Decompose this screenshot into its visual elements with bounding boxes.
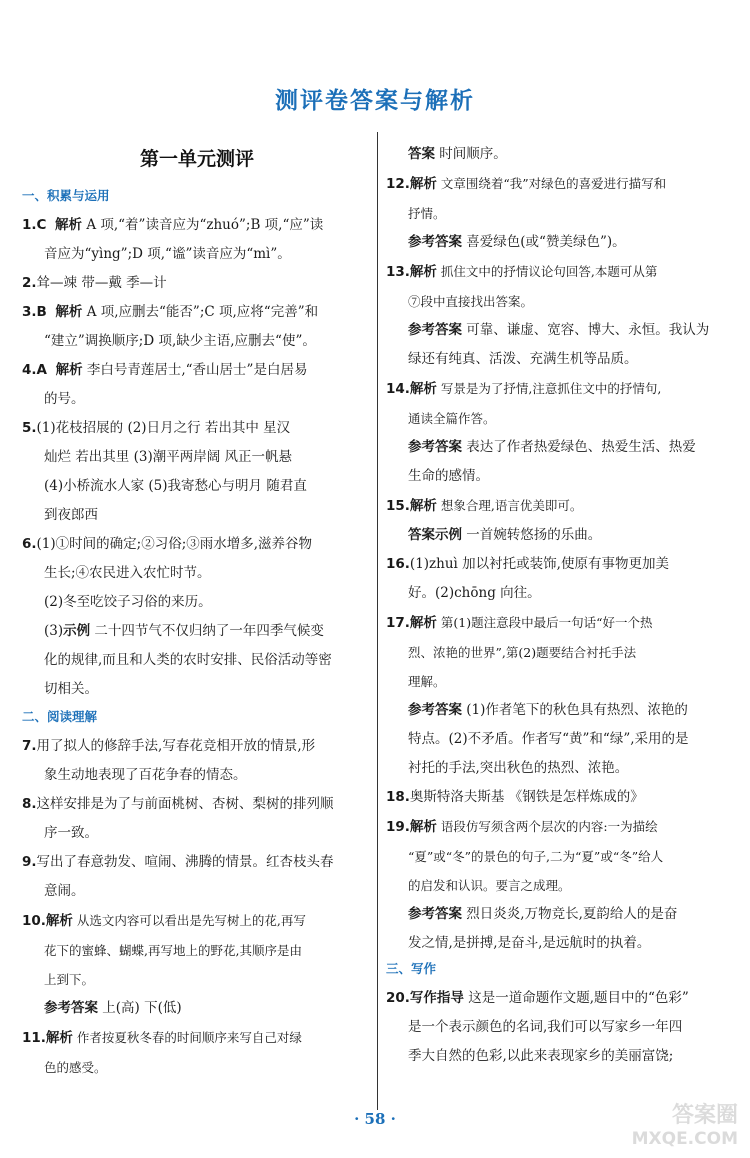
item-number: 6. <box>22 536 37 552</box>
answer-19-cont: 发之情,是拼搏,是奋斗,是远航时的执着。 <box>408 935 651 951</box>
answer-14-cont: 通读全篇作答。 <box>408 411 496 426</box>
item-number: 17. <box>386 615 410 631</box>
answer-8-cont: 序一致。 <box>44 825 98 841</box>
answer-6-cont: 化的规律,而且和人类的农时安排、民俗活动等密 <box>44 652 332 668</box>
answer-7-cont: 象生动地表现了百花争春的情态。 <box>44 767 247 783</box>
answer-14-ref <box>386 433 738 462</box>
answer-19 <box>386 812 738 842</box>
watermark-text: 答案圈 <box>671 1103 738 1128</box>
keyword: 参考答案 <box>408 439 462 455</box>
answer-text: 写景是为了抒情,注意抓住文中的抒情句, <box>436 381 662 396</box>
answer-text: 写出了春意勃发、喧闹、沸腾的情景。红杏枝头春 <box>36 854 334 870</box>
answer-text: A 项,应删去“能否”;C 项,应将“完善”和 <box>82 304 319 320</box>
keyword: 示例 <box>63 623 91 639</box>
item-number: 9. <box>22 854 37 870</box>
right-column <box>386 140 738 1071</box>
answer-text: 喜爱绿色(或“赞美绿色”)。 <box>462 234 626 250</box>
answer-text: 耸—竦 带—戴 季—计 <box>36 275 167 291</box>
answer-text: 上(高) 下(低) <box>98 1000 182 1016</box>
keyword: 解析 <box>55 217 83 233</box>
answer-16 <box>386 550 738 579</box>
answer-11-cont: 色的感受。 <box>44 1060 107 1075</box>
answer-18 <box>386 783 738 812</box>
item-number: 7. <box>22 738 37 754</box>
item-number: 16. <box>386 556 410 572</box>
watermark-url: MXQE.COM <box>631 1129 738 1149</box>
keyword: 解析 <box>45 1030 73 1046</box>
keyword: 解析 <box>409 176 437 192</box>
answer-7 <box>22 732 372 761</box>
answer-text: 表达了作者热爱绿色、热爱生活、热爱 <box>462 439 696 455</box>
answer-10-cont: 花下的蜜蜂、蝴蝶,再写地上的野花,其顺序是由 <box>44 943 302 958</box>
answer-text: 语段仿写须含两个层次的内容:一为描绘 <box>436 819 658 834</box>
keyword: 参考答案 <box>408 702 462 718</box>
answer-6-cont: 切相关。 <box>44 681 98 697</box>
answer-text: 二十四节气不仅归纳了一年四季气候变 <box>90 623 324 639</box>
answer-6-cont: 生长;④农民进入农忙时节。 <box>44 565 211 581</box>
answer-19-cont: 的启发和认识。要言之成理。 <box>408 878 571 893</box>
answer-10-cont: 上到下。 <box>44 972 95 987</box>
sub-number: (3) <box>44 623 64 639</box>
keyword: 解析 <box>55 304 83 320</box>
page-title: 测评卷答案与解析 <box>275 88 475 114</box>
item-number: 11. <box>22 1030 46 1046</box>
keyword: 解析 <box>409 264 437 280</box>
answer-12-cont: 抒情。 <box>408 206 446 221</box>
answer-3 <box>22 298 372 327</box>
keyword: 解析 <box>55 362 83 378</box>
answer-10 <box>22 906 372 936</box>
section-heading-2: 二、阅读理解 <box>22 709 98 724</box>
answer-6-cont: (2)冬至吃饺子习俗的来历。 <box>44 594 212 610</box>
watermark-logo <box>618 1098 738 1150</box>
answer-5-cont: 到夜郎西 <box>44 507 98 523</box>
answer-text: 作者按夏秋冬春的时间顺序来写自己对绿 <box>72 1030 302 1045</box>
answer-13 <box>386 257 738 287</box>
item-number: 15. <box>386 498 410 514</box>
answer-text: 这是一道命题作文题,题目中的“色彩” <box>463 990 689 1006</box>
answer-text: 时间顺序。 <box>435 146 507 162</box>
answer-17-cont: 理解。 <box>408 674 446 689</box>
item-number: 19. <box>386 819 410 835</box>
answer-2 <box>22 269 372 298</box>
answer-text: (1)花枝招展的 (2)日月之行 若出其中 星汉 <box>36 420 291 436</box>
answer-20 <box>386 984 738 1013</box>
keyword: 参考答案 <box>408 234 462 250</box>
answer-13-ref <box>386 316 738 345</box>
item-number: 2. <box>22 275 37 291</box>
answer-20-cont: 季大自然的色彩,以此来表现家乡的美丽富饶; <box>408 1048 674 1064</box>
keyword: 答案示例 <box>408 527 462 543</box>
keyword: 参考答案 <box>408 906 462 922</box>
answer-11 <box>22 1023 372 1053</box>
answer-17-ref <box>386 696 738 725</box>
answer-16-cont: 好。(2)chōng 向往。 <box>408 585 541 601</box>
answer-19-cont: “夏”或“冬”的景色的句子,二为“夏”或“冬”给人 <box>408 849 664 864</box>
section-heading-3: 三、写作 <box>386 961 437 976</box>
answer-text: 这样安排是为了与前面桃树、杏树、梨树的排列顺 <box>36 796 334 812</box>
item-number: 10. <box>22 913 46 929</box>
answer-text: 第(1)题注意段中最后一句话“好一个热 <box>436 615 653 630</box>
answer-text: 想象合理,语言优美即可。 <box>436 498 583 513</box>
item-number: 12. <box>386 176 410 192</box>
answer-17-cont: 特点。(2)不矛盾。作者写“黄”和“绿”,采用的是 <box>408 731 689 747</box>
answer-20-cont: 是一个表示颜色的名词,我们可以写家乡一年四 <box>408 1019 683 1035</box>
column-divider <box>377 132 378 1110</box>
answer-14 <box>386 374 738 404</box>
answer-8 <box>22 790 372 819</box>
answer-12 <box>386 169 738 199</box>
answer-text: 烈日炎炎,万物竞长,夏韵给人的是奋 <box>462 906 678 922</box>
answer-6-cont <box>22 617 372 646</box>
answer-text: 奥斯特洛夫斯基 《钢铁是怎样炼成的》 <box>409 789 644 805</box>
item-number: 18. <box>386 789 410 805</box>
keyword: 解析 <box>409 615 437 631</box>
answer-4-cont: 的号。 <box>44 391 85 407</box>
keyword: 参考答案 <box>44 1000 98 1016</box>
answer-6 <box>22 530 372 559</box>
answer-text: 可靠、谦虚、宽容、博大、永恒。我认为 <box>462 322 710 338</box>
answer-9-cont: 意闹。 <box>44 883 85 899</box>
answer-text: 文章围绕着“我”对绿色的喜爱进行描写和 <box>436 176 667 191</box>
answer-text: 抓住文中的抒情议论句回答,本题可从第 <box>436 264 658 279</box>
answer-15-example <box>386 521 738 550</box>
keyword: 参考答案 <box>408 322 462 338</box>
answer-5-cont: 灿烂 若出其里 (3)潮平两岸阔 风正一帆悬 <box>44 449 292 465</box>
answer-5-cont: (4)小桥流水人家 (5)我寄愁心与明月 随君直 <box>44 478 307 494</box>
item-number: 13. <box>386 264 410 280</box>
item-number: 1.C <box>22 217 47 233</box>
keyword: 解析 <box>409 819 437 835</box>
keyword: 答案 <box>408 146 435 162</box>
answer-text: (1)①时间的确定;②习俗;③雨水增多,滋养谷物 <box>36 536 313 552</box>
answer-19-ref <box>386 900 738 929</box>
answer-13-cont: ⑦段中直接找出答案。 <box>408 294 534 309</box>
keyword: 解析 <box>409 498 437 514</box>
left-column <box>22 140 372 1082</box>
answer-9 <box>22 848 372 877</box>
answer-11-result <box>386 140 738 169</box>
keyword: 解析 <box>45 913 73 929</box>
answer-text: (1)作者笔下的秋色具有热烈、浓艳的 <box>462 702 688 718</box>
answer-text: 用了拟人的修辞手法,写春花竞相开放的情景,形 <box>36 738 316 754</box>
answer-14-cont: 生命的感情。 <box>408 468 489 484</box>
answer-5 <box>22 414 372 443</box>
section-heading-1: 一、积累与运用 <box>22 188 110 203</box>
answer-13-cont: 绿还有纯真、活泼、充满生机等品质。 <box>408 351 638 367</box>
item-number: 8. <box>22 796 37 812</box>
answer-text: 从选文内容可以看出是先写树上的花,再写 <box>72 913 306 928</box>
page-number: · 58 · <box>354 1110 396 1128</box>
answer-text: 李白号青莲居士,“香山居士”是白居易 <box>82 362 308 378</box>
answer-3-cont: “建立”调换顺序;D 项,缺少主语,应删去“使”。 <box>44 333 316 349</box>
answer-text: 一首婉转悠扬的乐曲。 <box>462 527 602 543</box>
keyword: 写作指导 <box>409 990 464 1006</box>
answer-12-ref <box>386 228 738 257</box>
item-number: 14. <box>386 381 410 397</box>
item-number: 3.B <box>22 304 47 320</box>
keyword: 解析 <box>409 381 437 397</box>
answer-10-ref <box>22 994 372 1023</box>
answer-17-cont: 衬托的手法,突出秋色的热烈、浓艳。 <box>408 760 629 776</box>
answer-1-cont: 音应为“yìng”;D 项,“谧”读音应为“mì”。 <box>44 246 291 262</box>
answer-4 <box>22 356 372 385</box>
answer-17-cont: 烈、浓艳的世界”,第(2)题要结合衬托手法 <box>408 645 637 660</box>
item-number: 5. <box>22 420 37 436</box>
answer-1 <box>22 211 372 240</box>
answer-text: (1)zhuì 加以衬托或装饰,使原有事物更加美 <box>409 556 669 572</box>
answer-15 <box>386 491 738 521</box>
answer-17 <box>386 608 738 638</box>
item-number: 20. <box>386 990 410 1006</box>
answer-text: A 项,“着”读音应为“zhuó”;B 项,“应”读 <box>82 217 324 233</box>
item-number: 4.A <box>22 362 47 378</box>
unit-title: 第一单元测评 <box>139 148 254 170</box>
